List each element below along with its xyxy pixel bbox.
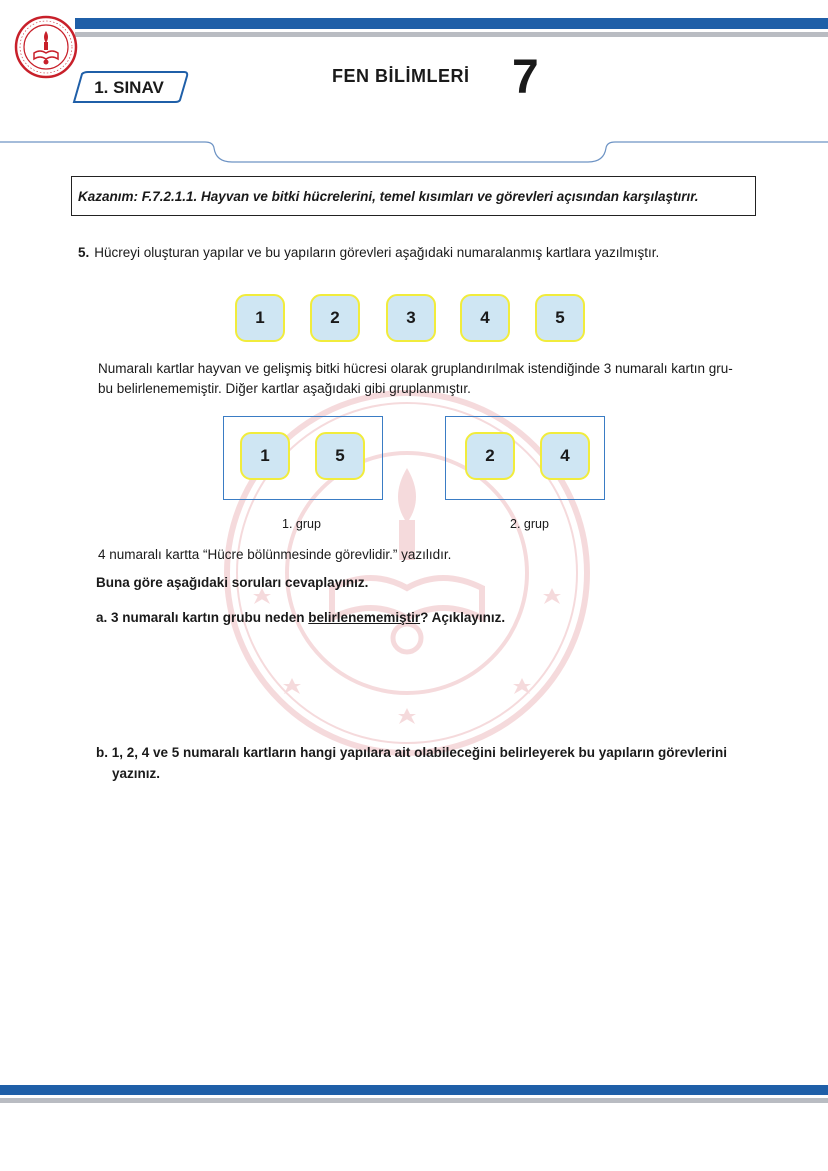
objective-box (71, 176, 756, 216)
group-2-label: 2. grup (510, 517, 549, 531)
group-1-label: 1. grup (282, 517, 321, 531)
part-a-suffix: ? Açıklayınız. (420, 610, 506, 625)
question-paragraph (98, 359, 758, 399)
footer-blue-bar (0, 1085, 828, 1095)
objective-text: Kazanım: F.7.2.1.1. Hayvan ve bitki hücrelerini, temel kısımları ve görevleri açısından karşılaştırır. (78, 188, 699, 204)
part-a-underlined: belirlenememiştir (308, 610, 421, 625)
question-part-b (96, 742, 761, 784)
card-1: 1 (235, 294, 285, 342)
card-2: 2 (310, 294, 360, 342)
header-gray-bar (75, 32, 828, 37)
group-2-card-a: 2 (465, 432, 515, 480)
exam-label: 1. SINAV (94, 78, 164, 97)
question-intro-text: Hücreyi oluşturan yapılar ve bu yapıların görevleri aşağıdaki numaralanmış kartlara yazılmıştır. (94, 245, 660, 260)
card-5: 5 (535, 294, 585, 342)
info-line: 4 numaralı kartta “Hücre bölünmesinde görevlidir.” yazılıdır. (98, 547, 452, 562)
header-blue-bar (75, 18, 828, 29)
grade-number: 7 (512, 51, 539, 104)
paragraph-line-1: Numaralı kartlar hayvan ve gelişmiş bitki hücresi olarak gruplandırılmak istendiğinde 3 numaralı kartın gru- (98, 361, 733, 376)
group-1-card-a: 1 (240, 432, 290, 480)
question-intro (78, 245, 659, 260)
instruction: Buna göre aşağıdaki soruları cevaplayınız. (96, 575, 369, 590)
part-b-line-1: b. 1, 2, 4 ve 5 numaralı kartların hangi yapılara ait olabileceğini belirleyerek bu yapıların görevlerini (96, 745, 727, 760)
paragraph-line-2: bu belirlenememiştir. Diğer kartlar aşağıdaki gibi gruplanmıştır. (98, 381, 471, 396)
part-a-prefix: a. 3 numaralı kartın grubu neden (96, 610, 309, 625)
group-1-card-b: 5 (315, 432, 365, 480)
group-2-card-b: 4 (540, 432, 590, 480)
question-part-a (96, 610, 505, 625)
card-4: 4 (460, 294, 510, 342)
part-b-line-2: yazınız. (112, 766, 161, 781)
card-3: 3 (386, 294, 436, 342)
question-number: 5. (78, 245, 90, 260)
footer-gray-bar (0, 1098, 828, 1103)
header-divider (0, 138, 828, 168)
subject-title: FEN BİLİMLERİ (332, 66, 470, 86)
